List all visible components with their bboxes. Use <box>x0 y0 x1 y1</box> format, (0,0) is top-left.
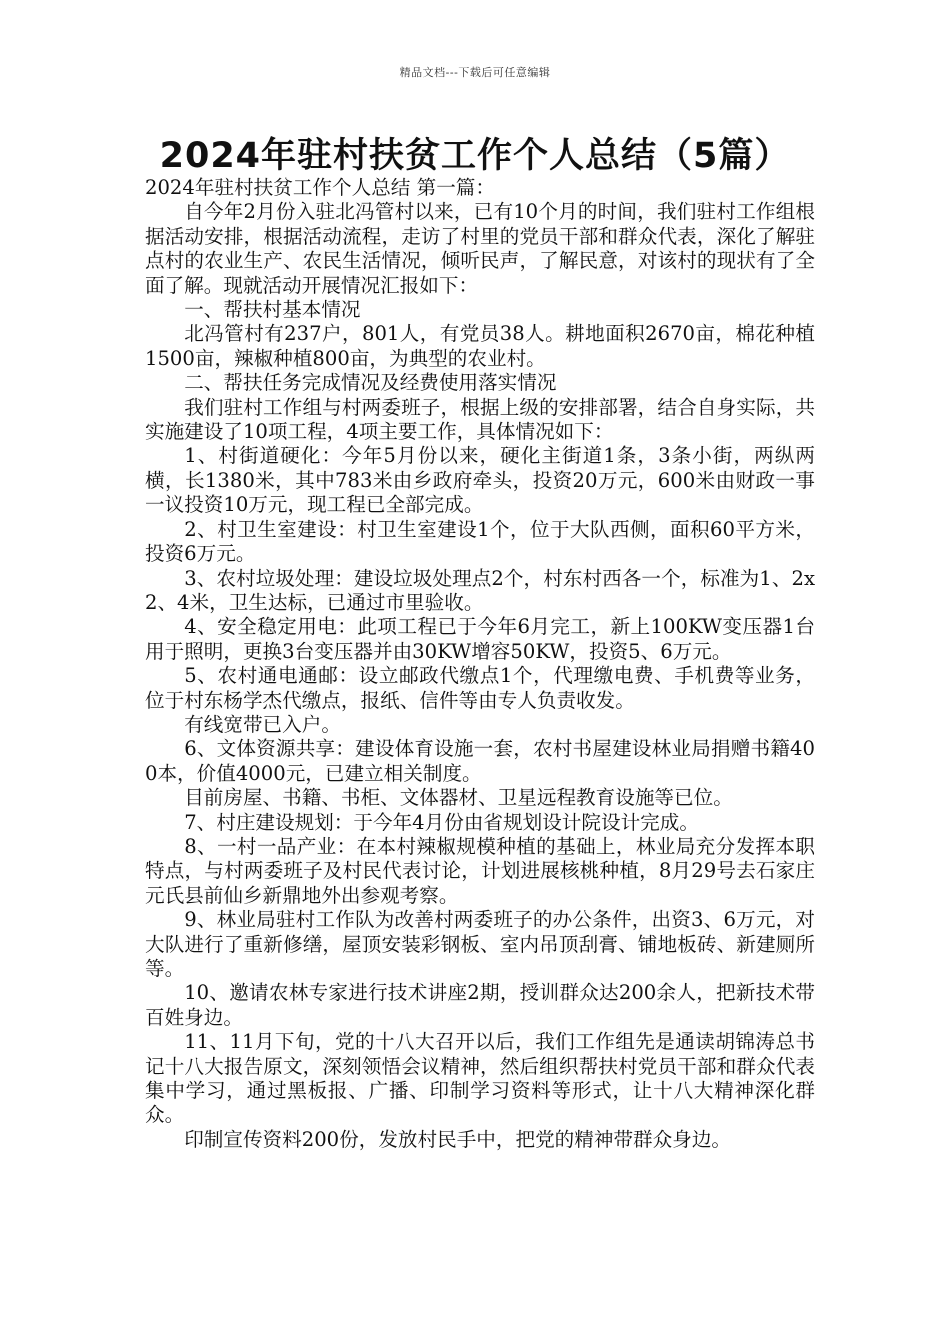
list-item: 4、安全稳定用电：此项工程已于今年6月完工，新上100KW变压器1台用于照明，更换3台变压器并由30KW增容50KW，投资5、6万元。 <box>145 615 815 663</box>
paragraph: 自今年2月份入驻北冯管村以来，已有10个月的时间，我们驻村工作组根据活动安排，根据活动流程，走访了村里的党员干部和群众代表，深化了解驻点村的农业生产、农民生活情况，倾听民声，了解民意，对该村的现状有了全面了解。现就活动开展情况汇报如下： <box>145 200 815 297</box>
list-item: 3、农村垃圾处理：建设垃圾处理点2个，村东村西各一个，标准为1、2x2、4米，卫生达标，已通过市里验收。 <box>145 566 815 614</box>
list-item: 6、文体资源共享：建设体育设施一套，农村书屋建设林业局捐赠书籍400本，价值4000元，已建立相关制度。 <box>145 737 815 785</box>
list-item: 11、11月下旬，党的十八大召开以后，我们工作组先是通读胡锦涛总书记十八大报告原文，深刻领悟会议精神，然后组织帮扶村党员干部和群众代表集中学习，通过黑板报、广播、印制学习资料等形式，让十八大精神深化群众。 <box>145 1030 815 1127</box>
section-heading: 2024年驻村扶贫工作个人总结 第一篇： <box>145 176 495 199</box>
paragraph: 北冯管村有237户，801人，有党员38人。耕地面积2670亩，棉花种植1500亩，辣椒种植800亩，为典型的农业村。 <box>145 322 815 370</box>
paragraph: 有线宽带已入户。 <box>184 712 341 736</box>
paragraph: 目前房屋、书籍、书柜、文体器材、卫星远程教育设施等已位。 <box>184 786 733 810</box>
paragraph: 印制宣传资料200份，发放村民手中，把党的精神带群众身边。 <box>184 1127 732 1151</box>
list-item: 2、村卫生室建设：村卫生室建设1个，位于大队西侧，面积60平方米，投资6万元。 <box>145 517 815 566</box>
list-item: 7、村庄建设规划：于今年4月份由省规划设计院设计完成。 <box>184 810 699 834</box>
list-item: 1、村街道硬化：今年5月份以来，硬化主街道1条，3条小街，两纵两横，长1380米，其中783米由乡政府牵头，投资20万元，600米由财政一事一议投资10万元，现工程已全部完成。 <box>145 444 815 517</box>
list-item: 10、邀请农林专家进行技术讲座2期，授训群众达200余人，把新技术带百姓身边。 <box>145 981 815 1029</box>
subheading: 二、帮扶任务完成情况及经费使用落实情况 <box>184 371 557 395</box>
paragraph: 我们驻村工作组与村两委班子，根据上级的安排部署，结合自身实际，共实施建设了10项工程，4项主要工作，具体情况如下： <box>145 395 815 444</box>
page-header-note: 精品文档---下载后可任意编辑 <box>399 66 551 79</box>
document-title: 2024年驻村扶贫工作个人总结（5篇） <box>159 136 791 176</box>
document-body <box>145 176 815 1152</box>
subheading: 一、帮扶村基本情况 <box>184 298 361 322</box>
list-item: 5、农村通电通邮：设立邮政代缴点1个，代理缴电费、手机费等业务，位于村东杨学杰代缴点，报纸、信件等由专人负责收发。 <box>145 664 815 712</box>
list-item: 9、林业局驻村工作队为改善村两委班子的办公条件，出资3、6万元，对大队进行了重新修缮，屋顶安装彩钢板、室内吊顶刮膏、铺地板砖、新建厕所等。 <box>145 908 815 980</box>
list-item: 8、一村一品产业：在本村辣椒规模种植的基础上，林业局充分发挥本职特点，与村两委班子及村民代表讨论，计划进展核桃种植，8月29号去石家庄元氏县前仙乡新鼎地外出参观考察。 <box>145 834 815 907</box>
